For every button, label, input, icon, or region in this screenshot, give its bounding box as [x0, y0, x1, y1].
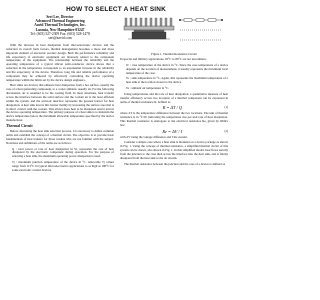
- thermal-circuit-figure: [122, 16, 226, 50]
- intro-paragraph: With the increase in heat dissipation from microelectronic devices and the reduction in overall form factors, thermal management becomes a more and more important element of electronic product design. Both the performance reliability and life expectancy of electronic equipment are inversely related to the component temperature of the equipment. The relationship between the reliability and the operating temperature of a typical silicon semi-conductor device shows that a reduction in the temperature corresponds to an exponential increase in the reliability and life expectancy of the device. Therefore, long life and reliable performance of a component may be achieved by effectively controlling the device operating temperature within the limits set by the device design engineers.: [6, 43, 114, 82]
- figure-caption: Figure 1. Thermal Resistance Circuit: [151, 52, 197, 56]
- after-equation-paragraph: where ΔT is the temperature difference between the two locations. The unit of thermal resistance is in °C/W, indicating the temperature rise per unit rate of heat dissipation. This thermal resistance is analogous to the electrical resistance Re, given by Ohm's law:: [120, 111, 228, 127]
- paper-title: HOW TO SELECT A HEAT SINK: [66, 6, 166, 13]
- circuit-paragraph: Consider a simple case where a heat sink is mounted on a device package as shown in Fig. 1. Using the concept of thermal resistance, a simplified thermal circuit of this system can be drawn, also shown in Fig. 1. In this simplified model, heat flows serially from the junction to the case then across the interface into the heat sink, and is finally dissipated from the heat sink to the air stream.: [120, 140, 228, 160]
- definition-ts: Ts : sink temperature in °C. Again, this represents the maximum temperature of a heat sink at the location closest to the device.: [126, 76, 228, 85]
- continuation-paragraph: In special and military applications, 65°C to 80°C are not uncommon.: [120, 57, 207, 61]
- author-org: Advanced Thermal Engineering: [35, 19, 85, 24]
- definition-ta: Ta : ambient air temperature in °C.: [126, 86, 170, 91]
- equation-1: [120, 106, 228, 110]
- equation-2-number: (2): [224, 128, 228, 133]
- right-column: [120, 58, 228, 168]
- equation-1-number: (1): [224, 105, 228, 110]
- equation-2: [120, 130, 228, 134]
- equation-2-expr: Re = ΔV / I: [162, 128, 183, 134]
- ohm-paragraph: with ΔV being the voltage difference and I the current.: [120, 134, 188, 139]
- author-address: Laconia, New Hampshire 03247: [35, 27, 85, 32]
- author-email: seri@aavid.com: [48, 36, 72, 41]
- definition-tj: Tj : maximum junction temperature of the device in °C. Allowable Tj values range from 115°C in typical microelectronics applications to as high as 180°C for some electronic control devices.: [12, 160, 114, 172]
- heat-sink-drawing: [124, 18, 174, 39]
- equation-1-expr: R = ΔT / Q: [162, 105, 182, 111]
- definition-tc: Tc : case temperature of the device in °C. Since the case temperature of a device depends on the location of measurement, it usually represents the maximum local temperature of the case.: [126, 62, 228, 75]
- left-column: [6, 44, 114, 175]
- section-heading: Thermal Circuit: [6, 123, 33, 128]
- author-contact: Tel: (603) 527-2309 Fax: (603) 528-1478: [30, 31, 90, 36]
- closing-paragraph: The thermal resistance between the junction and the case of a device is defined as: [124, 161, 226, 166]
- author-company: Aavid Thermal Technologies, Inc.: [34, 23, 86, 28]
- resistance-network: [179, 19, 223, 40]
- thermal-circuit-paragraph: Before discussing the heat sink selection process, it is necessary to define common terms and establish the concept of a thermal circuit. The objective is to provide basic fundamentals of heat transfer for those readers who are not familiar with the subject. Notations and definitions of the terms are as follows:: [6, 129, 114, 145]
- definition-q: Q : total power or rate of heat dissipation in W, represents the rate of heat dissipated by the electronic component during operation. For the purpose of selecting a heat sink, the maximum operating power dissipation is used.: [12, 146, 114, 159]
- author-block: [6, 15, 114, 40]
- resistance-paragraph: Using temperatures and the rate of heat dissipation, a quantitative measure of heat transfer efficiency across two locations of a thermal component can be expressed in terms of thermal resistance R, defined as: [120, 91, 228, 104]
- heat-sink-paragraph: Heat sinks are devices that enhance heat dissipation from a hot surface, usually the case of a heat generating component, to a cooler ambient, usually air. For the following discussions, air is assumed to be the cooling fluid. In most situations, heat transfer across the interface between the solid surface and the coolant air is the least efficient within the system, and the solid-air interface represents the greatest barrier for heat dissipation. A heat sink lowers this barrier mainly by increasing the surface area that is in direct contact with the coolant. This allows more heat to be dissipated and/or lowers the device operating temperature. The primary purpose of a heat sink is to maintain the device temperature below the maximum allowable temperature specified by the device manufacturer.: [6, 83, 114, 123]
- author-name: Seri Lee, Director: [46, 15, 74, 19]
